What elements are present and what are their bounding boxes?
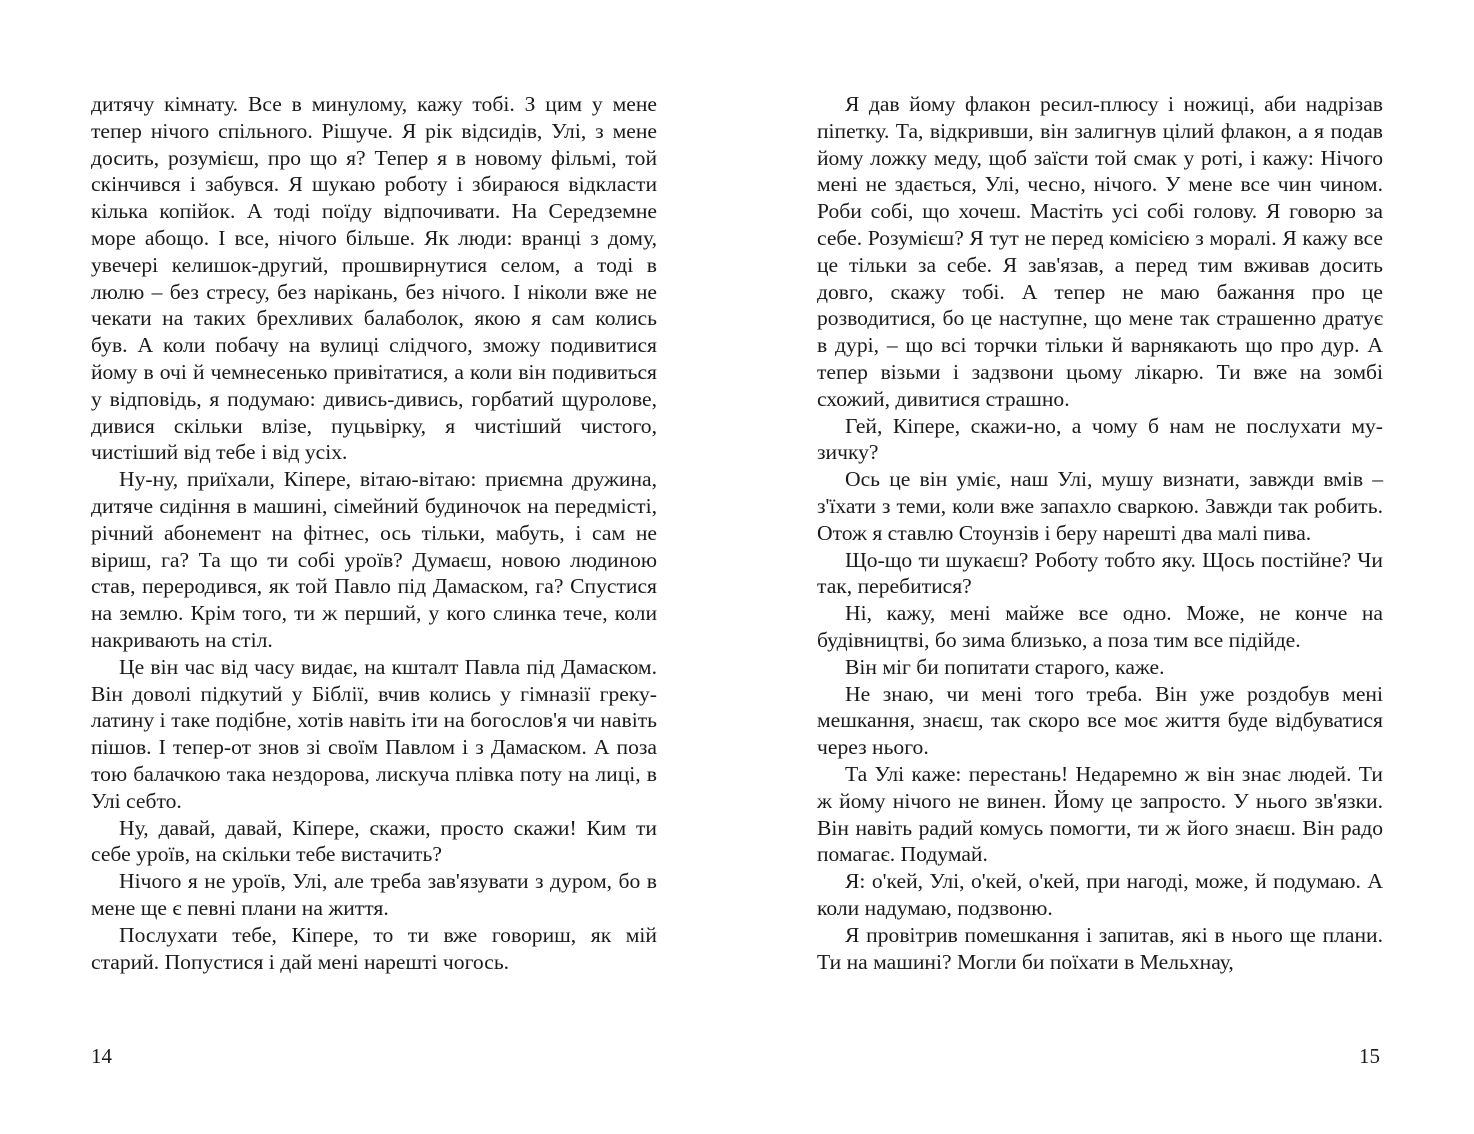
left-page bbox=[91, 91, 657, 975]
right-paragraph-1: Я дав йому флакон ресил-плюсу і ножиці, аби надрізав піпетку. Та, відкривши, він залигнув цілий флакон, а я подав йому ложку меду, щоб заїсти той смак у роті, і кажу: Нічого мені не здається, Улі, чесно, нічого. У мене все чин чином. Роби собі, що хочеш. Мастіть усі собі голову. Я говорю за себе. Розумієш? Я тут не перед комісією з моралі. Я кажу все це тільки за себе. Я зав'язав, а перед тим вживав досить довго, скажу тобі. А тепер не маю бажання про це розводитися, бо це наступне, що мене так страшенно дратує в дурі, – що всі торчки тільки й варнякають що про дур. А тепер візьми і задзвони цьому лікарю. Ти вже на зомбі схожий, дивитися страшно. bbox=[817, 92, 1383, 411]
right-page-text bbox=[817, 91, 1383, 975]
right-paragraph-9: Я: о'кей, Улі, о'кей, о'кей, при нагоді, може, й подумаю. А коли надумаю, подзвоню. bbox=[817, 869, 1383, 920]
right-paragraph-4: Що-що ти шукаєш? Роботу тобто яку. Щось постійне? Чи так, перебитися? bbox=[817, 547, 1383, 599]
left-paragraph-4: Ну, давай, давай, Кіпере, скажи, просто скажи! Ким ти себе уроїв, на скільки тебе вистачить? bbox=[91, 815, 657, 867]
left-paragraph-6: Послухати тебе, Кіпере, то ти вже говориш, як мій старий. Попустися і дай мені нарешті чогось. bbox=[91, 922, 657, 974]
right-paragraph-10: Я провітрив помешкання і запитав, які в нього ще плани. Ти на машині? Могли би поїхати в Мельхнау, bbox=[817, 922, 1383, 974]
right-paragraph-5: Ні, кажу, мені майже все одно. Може, не конче на будівництві, бо зима близько, а поза тим все підійде. bbox=[817, 601, 1383, 652]
page-number-left: 14 bbox=[91, 1044, 112, 1068]
right-page bbox=[817, 91, 1383, 975]
right-paragraph-6: Він міг би попитати старого, каже. bbox=[845, 654, 1165, 679]
right-paragraph-7: Не знаю, чи мені того треба. Він уже роздобув мені мешкання, знаєш, так скоро все моє життя буде відбуватися через нього. bbox=[817, 681, 1383, 760]
left-paragraph-3: Це він час від часу видає, на кшталт Павла під Дамаском. Він доволі підкутий у Біблії, вчив колись у гімназії греку-латину і таке подібне, хотів навіть іти на богослов'я чи навіть пішов. І тепер-от знов зі своїм Павлом і з Дамаском. А поза тою балачкою така нездорова, лискуча плівка поту на лиці, в Улі себто. bbox=[91, 654, 657, 813]
left-paragraph-2: Ну-ну, приїхали, Кіпере, вітаю-вітаю: приємна дружина, дитяче сидіння в машині, сімейний будиночок на передмісті, річний абонемент на фітнес, ось тільки, мабуть, і сам не віриш, га? Та що ти собі уроїв? Думаєш, новою людиною став, переродився, як той Павло під Дамаском, га? Спустися на землю. Крім того, ти ж перший, у кого слинка тече, коли накривають на стіл. bbox=[91, 467, 657, 652]
right-paragraph-2: Гей, Кіпере, скажи-но, а чому б нам не послухати музичку? bbox=[817, 413, 1383, 465]
left-paragraph-5: Нічого я не уроїв, Улі, але треба зав'язувати з дуром, бо в мене ще є певні плани на життя. bbox=[91, 869, 657, 920]
right-paragraph-3: Ось це він уміє, наш Улі, мушу визнати, завжди вмів – з'їхати з теми, коли вже запахло сваркою. Завжди так робить. Отож я ставлю Стоунзів і беру нарешті два малі пива. bbox=[817, 467, 1383, 545]
right-paragraph-8: Та Улі каже: перестань! Недаремно ж він знає людей. Ти ж йому нічого не винен. Йому це запросто. У нього зв'язки. Він навіть радий комусь помогти, ти ж його знаєш. Він радо помагає. Подумай. bbox=[817, 761, 1383, 867]
left-paragraph-1: дитячу кімнату. Все в минулому, кажу тобі. З цим у мене тепер нічого спільного. Рішуче. Я рік відсидів, Улі, з мене досить, розумієш, про що я? Тепер я в новому фільмі, той скінчився і забувся. Я шукаю роботу і збираюся відкласти кілька копійок. А тоді поїду відпочивати. На Середземне море абощо. І все, нічого більше. Як люди: вранці з дому, увечері келишок-другий, прошвирнутися селом, а тоді в люлю – без стресу, без нарікань, без нічого. І ніколи вже не чекати на таких брехливих балаболок, якою я сам колись був. А коли побачу на вулиці слідчого, зможу подивитися йому в очі й чемнесенько привітатися, а коли він подивиться у відповідь, я подумаю: дивись-дивись, горбатий щуролове, дивися скільки влізе, пуцьвірку, я чистіший чистого, чистіший від тебе і від усіх. bbox=[91, 92, 657, 465]
page-number-right: 15 bbox=[1359, 1044, 1380, 1068]
left-page-text bbox=[91, 91, 657, 975]
